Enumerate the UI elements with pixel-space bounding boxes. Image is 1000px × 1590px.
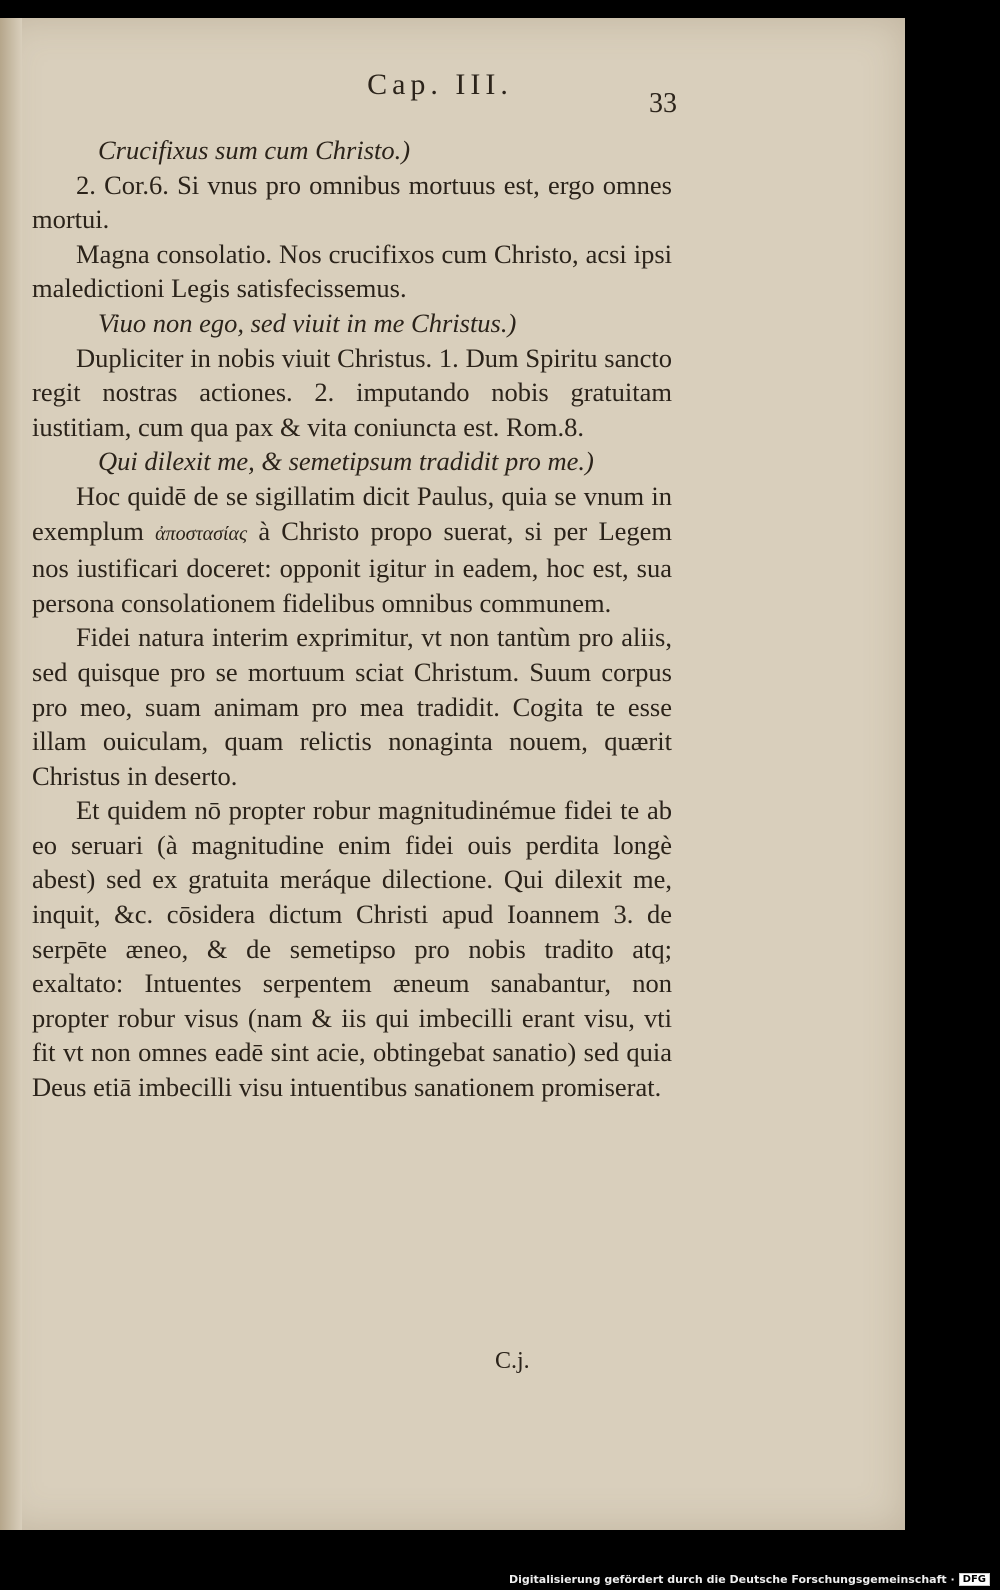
book-page	[0, 18, 905, 1530]
lemma-line: Qui dilexit me, & semetipsum tradidit pro me.)	[98, 446, 594, 477]
body-text	[32, 133, 672, 1105]
lemma-line: Viuo non ego, sed viuit in me Christus.)	[98, 307, 517, 338]
paragraph-et: Et quidem nō propter robur magnitudinémue fidei te ab eo seruari (à magnitudine enim fidei ouis perdita longè abest) sed ex gratuita meráque dilectione. Qui dilexit me, inquit, &c. cōsidera dictum Christi apud Ioannem 3. de serpēte æneo, & de semetipso pro nobis tradito atq; exaltato: Intuentes serpentem æneum sanabantur, non propter robur visus (nam & iis qui imbecilli erant visu, vti fit vt non omnes eadē sint acie, obtingebat sanatio) sed quia Deus etiā imbecilli visu intuentibus sanationem promiserat.	[32, 795, 672, 1103]
paragraph-hoc-part1: Hoc quidē de se sigillatim dicit Paulus, quia se vnum in exemplum	[32, 480, 672, 546]
running-header: Cap. III.	[367, 68, 513, 101]
paragraph: Dupliciter in nobis viuit Christus. 1. Dum Spiritu sancto regit nostras actiones. 2. imputando nobis gratuitam iustitiam, cum qua pax & vita coniuncta est. Rom.8.	[32, 342, 672, 442]
paragraph-hoc	[32, 479, 672, 620]
greek-word: ἀποστασίας	[155, 522, 248, 545]
dfg-logo-icon: DFG	[959, 1573, 990, 1586]
paragraph-hoc-part2: à Christo propo suerat, si per Legem nos iustificari doceret: opponit igitur in eadem, hoc est, sua persona consolationem fidelibus omnibus communem.	[32, 515, 673, 618]
footer-text: Digitalisierung gefördert durch die Deutsche Forschungsgemeinschaft ·	[508, 1573, 955, 1586]
paragraph-fidei: Fidei natura interim exprimitur, vt non tantùm pro aliis, sed quisque pro se mortuum sciat Christum. Suum corpus pro meo, suam animam pro mea tradidit. Cogita te esse illam ouiculam, quam relictis nonaginta nouem, quærit Christus in deserto.	[32, 622, 672, 791]
page-number: 33	[649, 88, 677, 119]
lemma-line: Crucifixus sum cum Christo.)	[98, 135, 411, 165]
signature-mark: C.j.	[495, 1348, 530, 1374]
digitization-footer	[509, 1573, 990, 1586]
paragraph: Magna consolatio. Nos crucifixos cum Christo, acsi ipsi maledictioni Legis satisfecissemus.	[32, 238, 672, 304]
paragraph: 2. Cor.6. Si vnus pro omnibus mortuus est, ergo omnes mortui.	[32, 169, 672, 235]
